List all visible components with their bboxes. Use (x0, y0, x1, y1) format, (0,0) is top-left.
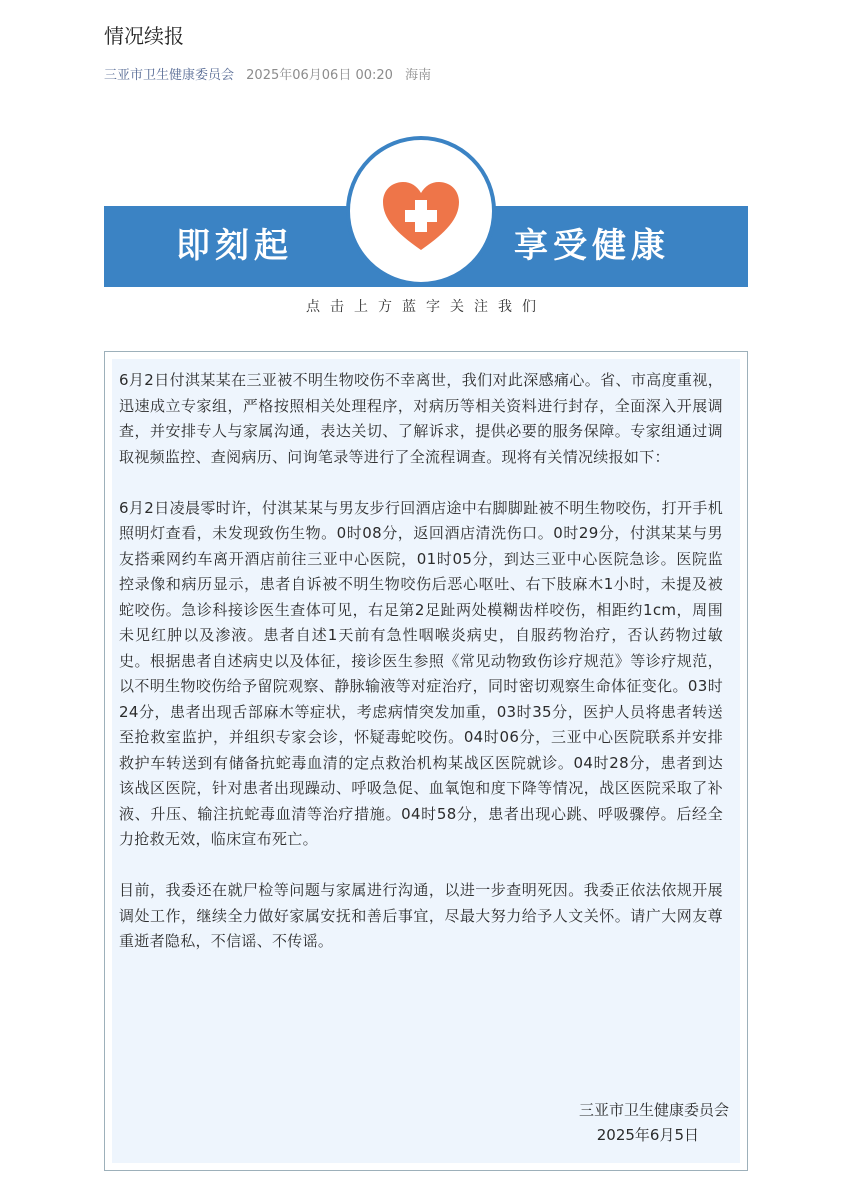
article-title: 情况续报 (104, 24, 184, 48)
account-name-link[interactable]: 三亚市卫生健康委员会 (104, 68, 235, 83)
notice-signature-block (579, 1098, 729, 1148)
notice-signature: 三亚市卫生健康委员会 (578, 1101, 729, 1119)
article-meta (104, 64, 439, 83)
notice-date: 2025年6月5日 (596, 1126, 699, 1144)
notice-paragraph: 6月2日凌晨零时许，付淇某某与男友步行回酒店途中右脚脚趾被不明生物咬伤，打开手机照明灯查看，未发现致伤生物。0时08分，返回酒店清洗伤口。0时29分，付淇某某与男友搭乘网约车离开酒店前往三亚中心医院，01时05分，到达三亚中心医院急诊。医院监控录像和病历显示，患者自诉被不明生物咬伤后恶心呕吐、右下肢麻木1小时，未提及被蛇咬伤。急诊科接诊医生查体可见，右足第2足趾两处模糊齿样咬伤，相距约1cm，周围未见红肿以及渗液。患者自述1天前有急性咽喉炎病史，自服药物治疗，否认药物过敏史。根据患者自述病史以及体征，接诊医生参照《常见动物致伤诊疗规范》等诊疗规范，以不明生物咬伤给予留院观察、静脉输液等对症治疗，同时密切观察生命体征变化。03时24分，患者出现舌部麻木等症状，考虑病情突发加重，03时35分，医护人员将患者转送至抢救室监护，并组织专家会诊，怀疑毒蛇咬伤。04时06分，三亚中心医院联系并安排救护车转送到有储备抗蛇毒血清的定点救治机构某战区医院就诊。04时28分，患者到达该战区医院，针对患者出现躁动、呼吸急促、血氧饱和度下降等情况，战区医院采取了补液、升压、输注抗蛇毒血清等治疗措施。04时58分，患者出现心跳、呼吸骤停。后经全力抢救无效，临床宣布死亡。 (119, 498, 723, 848)
banner-image (104, 136, 748, 288)
notice-body (119, 368, 723, 980)
heart-cross-icon (381, 180, 461, 252)
notice-paragraph: 6月2日付淇某某在三亚被不明生物咬伤不幸离世，我们对此深感痛心。省、市高度重视，迅速成立专家组，严格按照相关处理程序，对病历等相关资料进行封存，全面深入开展调查，并安排专人与家属沟通，表达关切、了解诉求，提供必要的服务保障。专家组通过调取视频监控、查阅病历、问询笔录等进行了全流程调查。现将有关情况续报如下： (119, 371, 723, 466)
banner-left-slogan: 即刻起 (176, 226, 293, 266)
follow-prompt[interactable]: 点击上方蓝字关注我们 (306, 299, 546, 315)
notice-paragraph: 目前，我委还在就尸检等问题与家属进行沟通，以进一步查明死因。我委正依法依规开展调处工作，继续全力做好家属安抚和善后事宜，尽最大努力给予人文关怀。请广大网友尊重逝者隐私，不信谣、不传谣。 (119, 881, 723, 950)
banner-right-slogan: 享受健康 (514, 226, 670, 266)
publish-location: 海南 (405, 68, 432, 83)
notice-card (104, 351, 748, 1171)
publish-datetime: 2025年06月06日 00:20 (246, 68, 393, 83)
